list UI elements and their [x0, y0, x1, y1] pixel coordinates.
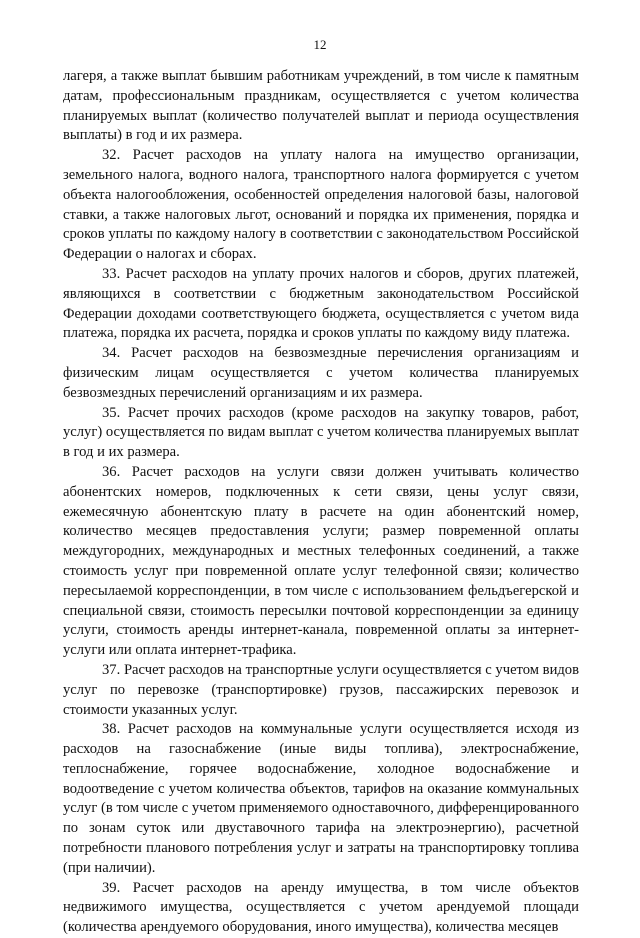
- paragraph-37: 37. Расчет расходов на транспортные услуги осуществляется с учетом видов услуг по перевозке (транспортировке) грузов, пассажирских перевозок и стоимости указанных услуг.: [63, 661, 579, 718]
- paragraph-34: 34. Расчет расходов на безвозмездные перечисления организациям и физическим лицам осуществляется с учетом количества планируемых безвозмездных перечислений организациям и их размера.: [63, 345, 579, 401]
- paragraph-35: 35. Расчет прочих расходов (кроме расходов на закупку товаров, работ, услуг) осуществляется по видам выплат с учетом количества планируемых выплат в год и их размера.: [63, 404, 579, 461]
- paragraph-38: 38. Расчет расходов на коммунальные услуги осуществляется исходя из расходов на газоснабжение (иные виды топлива), электроснабжение, теплоснабжение, горячее водоснабжение, холодное водоснабжение и водоотведение с учетом количества объектов, тарифов на оказание коммунальных услуг (в том числе с учетом применяемого одноставочного, дифференцированного по зонам суток или двуставочного тарифа на электроэнергию), расчетной потребности планового потребления услуг и затраты на транспортировку топлива (при наличии).: [63, 721, 579, 876]
- document-body: [63, 67, 579, 938]
- paragraph-33: 33. Расчет расходов на уплату прочих налогов и сборов, других платежей, являющихся в соответствии с бюджетным законодательством Российской Федерации доходами соответствующего бюджета, осуществляется с учетом вида платежа, порядка их расчета, порядка и сроков уплаты по каждому виду платежа.: [63, 265, 579, 342]
- paragraph-32: 32. Расчет расходов на уплату налога на имущество организации, земельного налога, водного налога, транспортного налога формируется с учетом объекта налогообложения, особенностей определения налоговой базы, налоговой ставки, а также налоговых льгот, оснований и порядка их применения, порядка и сроков уплаты по каждому налогу в соответствии с законодательством Российской Федерации о налогах и сборах.: [63, 147, 579, 263]
- paragraph-36: 36. Расчет расходов на услуги связи должен учитывать количество абонентских номеров, подключенных к сети связи, цены услуг связи, ежемесячную абонентскую плату в расчете на один абонентский номер, количество месяцев предоставления услуги; размер повременной оплаты междугородних, международных и местных телефонных соединений, а также стоимость услуг при повременной оплате услуг телефонной связи; количество пересылаемой корреспонденции, в том числе с использованием фельдъегерской и специальной связи, стоимость пересылки почтовой корреспонденции за единицу услуги, стоимость аренды интернет-канала, повременной оплаты за интернет-услуги или оплата интернет-трафика.: [63, 463, 579, 659]
- paragraph-39: 39. Расчет расходов на аренду имущества, в том числе объектов недвижимого имущества, осуществляется с учетом арендуемой площади (количества арендуемого оборудования, иного имущества), количества месяцев: [63, 879, 579, 936]
- page-number: 12: [313, 37, 327, 52]
- paragraph-continuation: лагеря, а также выплат бывшим работникам учреждений, в том числе к памятным датам, профессиональным праздникам, осуществляется с учетом количества планируемых выплат (количество получателей выплат и периода осуществления выплаты) в год и их размера.: [63, 68, 579, 144]
